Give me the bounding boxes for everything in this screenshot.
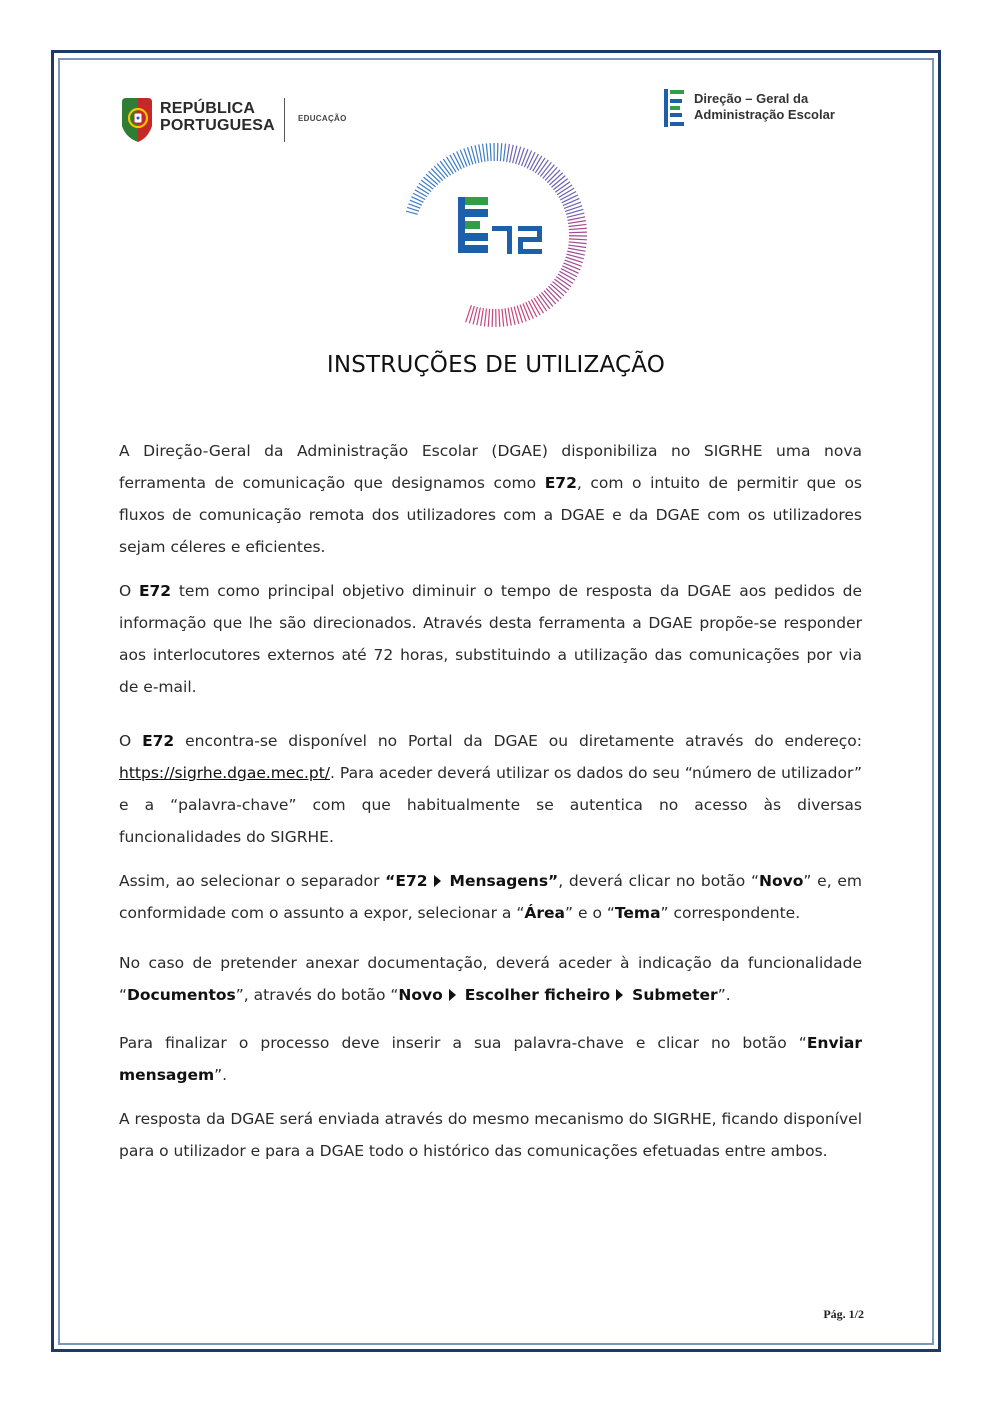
e72-ring-tick [460,150,467,167]
e72-ring-tick [419,183,431,191]
paragraph-new-message: Assim, ao selecionar o separador “E72 Mensagens”, deverá clicar no botão “Novo” e, em conformidade com o assunto a expor, selecionar a “Área” e o “Tema” correspondente. [119,872,862,922]
e72-ring-tick [560,192,576,201]
e72-ring-tick [488,309,489,327]
sigrhe-link[interactable]: https://sigrhe.dgae.mec.pt/ [119,764,331,782]
e72-ring-tick [479,144,482,162]
e72-ring-tick [569,242,587,244]
e72-ring-tick [562,266,578,273]
e72-ring-tick [564,263,581,270]
e72-ring-tick [497,143,498,161]
e72-ring-tick [524,151,531,168]
paragraph-intro: A Direção-Geral da Administração Escolar (DGAE) disponibiliza no SIGRHE uma nova ferramenta de comunicação que designamos como E72, com o intuito de permitir que os fluxos de comunicação remota dos utilizadores com a DGAE e da DGAE com os utilizadores sejam céleres e eficientes. [119,442,862,556]
e72-ring-tick [408,204,420,208]
page-title: INSTRUÇÕES DE UTILIZAÇÃO [326,352,666,378]
e72-ring-tick [406,211,418,214]
republica-emblem-icon [118,96,154,144]
e72-ring-tick [569,228,587,229]
e72-ring-tick [508,308,511,326]
e72-ring-tick [483,144,485,162]
dgae-logo [664,89,864,129]
document-body [119,435,862,1167]
e72-ring-tick [569,224,587,226]
republica-line1: REPÚBLICA [160,100,256,117]
e72-ring-tick [505,308,507,326]
e72-ring-tick [569,232,587,233]
e72-ring-tick [499,309,500,327]
page-number: Pág. 1/2 [823,1307,864,1321]
e72-ring-tick [507,144,510,162]
paragraph-objective: O E72 tem como principal objetivo diminuir o tempo de resposta da DGAE aos pedidos de informação que lhe são direcionados. Através desta ferramenta a DGAE propõe-se responder aos interlocutores externos até 72 horas, substituindo a utilização das comunicações por via de e-mail. [119,582,862,696]
e72-ring-tick [523,304,530,321]
e72-ring-tick [500,143,501,161]
e72-ring-tick [510,145,514,163]
logo-divider [284,98,285,142]
arrow-right-icon [434,875,441,887]
republica-portuguesa-logo [118,94,358,146]
republica-line2: PORTUGUESA [160,117,275,134]
paragraph-response: A resposta da DGAE será enviada através do mesmo mecanismo do SIGRHE, ficando disponível para o utilizador e para a DGAE todo o histórico das comunicações efetuadas entre ambos. [119,1110,862,1160]
e72-ring-tick [568,248,586,251]
e72-ring-tick [568,221,586,224]
e72-ring-tick [481,308,484,326]
e72-ring-tick [527,152,535,168]
dgae-line1: Direção – Geral da [694,91,809,106]
e72-ring-tick [407,207,419,211]
e72-ring-tick [562,195,578,203]
e72-ring-tick [504,144,506,162]
e72-ring-tick [421,180,433,189]
e72-ring-tick [453,153,461,169]
e72-ring-tick [424,177,436,187]
e72-ring-tick [568,217,586,221]
e72-ring-tick [484,309,486,327]
e72-ring-tick [492,309,493,327]
e72-ring-tick [563,198,580,205]
e72-ring [406,143,587,327]
e72-logo-icon [400,140,590,330]
arrow-right-icon [449,989,456,1001]
e72-ring-tick [561,269,577,277]
e72-ring-tick [529,301,537,317]
e72-ring-tick [457,151,464,167]
e72-ring-tick [568,245,586,247]
dgae-e-mark-icon [664,89,686,127]
e72-ring-tick [486,143,488,161]
e72-ring-tick [477,308,481,326]
e72-ring-tick [490,143,491,161]
dgae-text [694,91,835,123]
e72-ring-tick [569,239,587,240]
arrow-right-icon [616,989,623,1001]
e72-ring-tick [530,154,539,170]
paragraph-access: O E72 encontra-se disponível no Portal da DGAE ou diretamente através do endereço: https://sigrhe.dgae.mec.pt/. Para aceder deverá utilizar os dados do seu “número de utilizador” e a “palavra-chave” com que habitualmente se autentica no acesso às diversas funcionalidades do SIGRHE. [119,732,862,846]
paragraph-attach: No caso de pretender anexar documentação, deverá aceder à indicação da funcionalidade “Documentos”, através do botão “Novo Escolher ficheiro Submeter”. [119,954,862,1004]
e72-ring-tick [526,302,533,318]
e72-ring-tick [426,174,438,184]
e72-ring-tick [502,309,504,327]
republica-text [160,100,275,134]
educacao-label: EDUCAÇÃO [298,114,347,123]
dgae-line2: Administração Escolar [694,107,835,122]
paragraph-send: Para finalizar o processo deve inserir a sua palavra-chave e clicar no botão “Enviar mensagem”. [119,1034,862,1084]
e72-ring-tick [417,187,429,195]
